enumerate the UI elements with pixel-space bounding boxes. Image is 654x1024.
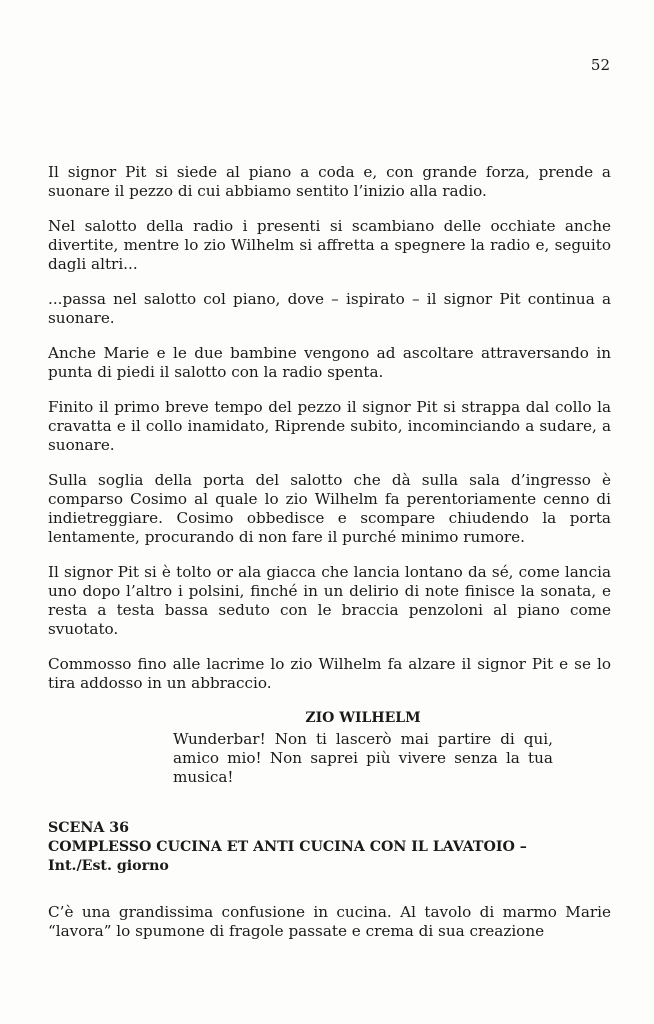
paragraph: Il signor Pit si siede al piano a coda e, con grande forza, prende a suonare il pezzo di cui abbiamo sentito l’inizio alla radio.: [48, 163, 611, 200]
paragraph: Nel salotto della radio i presenti si scambiano delle occhiate anche divertite, mentre lo zio Wilhelm si affretta a spegnere la radio e, seguito dagli altri...: [48, 217, 611, 273]
paragraph: Il signor Pit si è tolto or ala giacca che lancia lontano da sé, come lancia uno dopo l’altro i polsini, finché in un delirio di note finisce la sonata, e resta a testa bassa seduto con le braccia penzoloni al piano come svuotato.: [48, 563, 611, 638]
dialogue-text: Wunderbar! Non ti lascerò mai partire di qui, amico mio! Non saprei più vivere senza la tua musica!: [173, 730, 553, 786]
paragraph: Anche Marie e le due bambine vengono ad ascoltare attraversando in punta di piedi il salotto con la radio spenta.: [48, 344, 611, 381]
scene-number: SCENA 36: [48, 820, 130, 836]
paragraph: Finito il primo breve tempo del pezzo il signor Pit si strappa dal collo la cravatta e il collo inamidato, Riprende subito, incominciando a sudare, a suonare.: [48, 398, 611, 454]
paragraph: Sulla soglia della porta del salotto che dà sulla sala d’ingresso è comparso Cosimo al quale lo zio Wilhelm fa perentoriamente cenno di indietreggiare. Cosimo obbedisce e scompare chiudendo la porta lentamente, procurando di non fare il purché minimo rumore.: [48, 471, 611, 546]
paragraph: ...passa nel salotto col piano, dove – ispirato – il signor Pit continua a suonare.: [48, 290, 611, 327]
scene-subheading: Int./Est. giorno: [48, 858, 169, 874]
dialogue-block: [173, 709, 553, 787]
body-text: [48, 163, 611, 787]
scene-header: [48, 819, 611, 876]
speaker-name: ZIO WILHELM: [305, 710, 421, 726]
paragraph: Commosso fino alle lacrime lo zio Wilhelm fa alzare il signor Pit e se lo tira addosso in un abbraccio.: [48, 655, 611, 692]
scene-heading: COMPLESSO CUCINA ET ANTI CUCINA CON IL LAVATOIO –: [48, 839, 527, 855]
page-number: 52: [590, 56, 610, 74]
paragraph: C’è una grandissima confusione in cucina. Al tavolo di marmo Marie “lavora” lo spumone di fragole passate e crema di sua creazione: [48, 903, 611, 940]
